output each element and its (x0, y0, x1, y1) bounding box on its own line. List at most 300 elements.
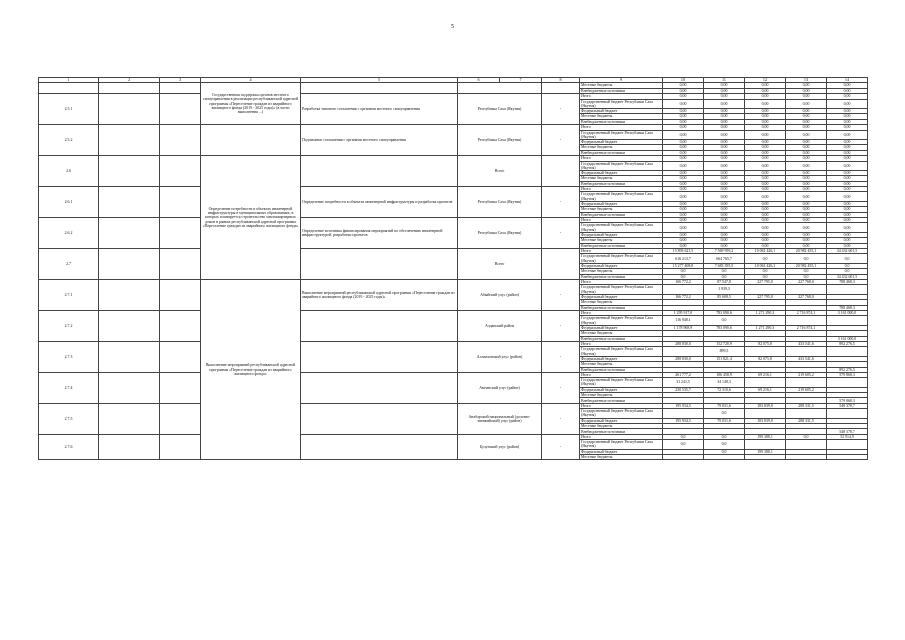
executor-cell: Аллаиховский улус (район) (458, 341, 542, 372)
activity-cell (301, 434, 458, 460)
status-cell: - (542, 403, 580, 434)
funding-source: Внебюджетные источники (580, 150, 663, 155)
funding-source: Федеральный бюджет (580, 294, 663, 299)
col2-cell (99, 156, 160, 187)
funding-source: Государственный бюджет Республики Саха (Якутия) (580, 378, 663, 387)
value-cell: 0,00 (786, 94, 827, 99)
value-cell: 195 934,5 (663, 418, 704, 423)
value-cell (745, 455, 786, 460)
value-cell (827, 409, 868, 418)
value-cell: 0,00 (704, 218, 745, 223)
activity-cell (301, 310, 458, 341)
value-cell: 548 378,7 (827, 429, 868, 434)
value-cell: 0,00 (786, 192, 827, 201)
table-body (39, 78, 868, 460)
value-cell (663, 285, 704, 294)
value-cell: 0,00 (745, 243, 786, 248)
value-cell: 0,00 (745, 119, 786, 124)
value-cell: 0,00 (663, 139, 704, 144)
value-cell: 0,00 (663, 176, 704, 181)
value-cell: 0,00 (704, 201, 745, 206)
funding-source: Местные бюджеты (580, 331, 663, 336)
value-cell: 0,0 (745, 269, 786, 274)
value-cell: 0,00 (704, 238, 745, 243)
funding-source: Государственный бюджет Республики Саха (Якутия) (580, 316, 663, 325)
value-cell: 0,00 (745, 176, 786, 181)
program-cell: Государственная поддержка органов местного самоуправления в реализации республиканской адресной программы «Переселение граждан из аварийного жилищного фонда (2019 - 2025 годы)» (в части выполнения ...) (201, 83, 301, 125)
funding-source: Местные бюджеты (580, 145, 663, 150)
value-cell: 0,00 (663, 232, 704, 237)
executor-cell: Алданский район (458, 310, 542, 341)
value-cell: 0,00 (786, 232, 827, 237)
value-cell (786, 285, 827, 294)
funding-source: Государственный бюджет Республики Саха (Якутия) (580, 161, 663, 170)
value-cell: 0,0 (704, 274, 745, 279)
value-cell: 0,00 (704, 232, 745, 237)
value-cell: 0,00 (827, 201, 868, 206)
col3-cell (160, 434, 201, 460)
value-cell: 0,0 (827, 254, 868, 263)
status-cell: - (542, 434, 580, 460)
funding-source: Внебюджетные источники (580, 336, 663, 341)
funding-source: Итого (580, 372, 663, 377)
value-cell: 0,0 (663, 434, 704, 439)
activity-cell (301, 341, 458, 372)
value-cell: 0,00 (827, 114, 868, 119)
funding-source: Итого (580, 187, 663, 192)
value-cell: 0,00 (745, 232, 786, 237)
funding-source: Местные бюджеты (580, 176, 663, 181)
value-cell (786, 455, 827, 460)
value-cell: 892 276,5 (827, 367, 868, 372)
value-cell: 0,0 (786, 274, 827, 279)
value-cell: 0,00 (786, 119, 827, 124)
executor-cell: Всего (458, 156, 542, 187)
value-cell: 0,0 (704, 440, 745, 449)
status-cell: - (542, 218, 580, 249)
value-cell (827, 347, 868, 356)
funding-source: Внебюджетные источники (580, 367, 663, 372)
funding-source: Внебюджетные источники (580, 243, 663, 248)
value-cell: 227 768,0 (786, 294, 827, 299)
value-cell: 0,00 (663, 218, 704, 223)
value-cell: 0,00 (745, 201, 786, 206)
col3-cell (160, 187, 201, 218)
funding-source: Внебюджетные источники (580, 119, 663, 124)
col2-cell (99, 403, 160, 434)
value-cell (745, 285, 786, 294)
value-cell: 0,00 (786, 139, 827, 144)
value-cell: 0,00 (786, 108, 827, 113)
header-cell: 14 (827, 78, 868, 83)
value-cell: 0,00 (704, 156, 745, 161)
executor-cell: Абыйский улус (район) (458, 279, 542, 310)
col3-cell (160, 403, 201, 434)
value-cell: 0,0 (704, 316, 745, 325)
row-number: 2.7.4 (39, 372, 99, 403)
value-cell: 0,00 (786, 187, 827, 192)
value-cell: 230 535,7 (663, 387, 704, 392)
value-cell: 82 075,8 (745, 341, 786, 346)
executor-cell (458, 83, 542, 94)
value-cell: 579 868,3 (827, 372, 868, 377)
value-cell (745, 440, 786, 449)
value-cell (745, 409, 786, 418)
value-cell: 0,00 (745, 145, 786, 150)
activity-cell: Определение источника финансирования мероприятий по обеспечению инженерной инфраструктурой, разработки проектов (301, 218, 458, 249)
value-cell: 433 541,6 (786, 341, 827, 346)
value-cell: 0,00 (663, 212, 704, 217)
value-cell: 892 276,5 (827, 341, 868, 346)
col2-cell (99, 279, 160, 310)
value-cell: 0,00 (827, 187, 868, 192)
value-cell: 0,00 (786, 181, 827, 186)
funding-source: Местные бюджеты (580, 424, 663, 429)
value-cell: 0,00 (827, 156, 868, 161)
value-cell: 0,00 (786, 201, 827, 206)
funding-source: Федеральный бюджет (580, 139, 663, 144)
value-cell (745, 316, 786, 325)
value-cell: 0,00 (786, 156, 827, 161)
value-cell: 0,0 (827, 263, 868, 268)
funding-source: Местные бюджеты (580, 83, 663, 88)
value-cell: 0,00 (745, 181, 786, 186)
activity-cell (301, 83, 458, 94)
program-cell: Определение потребности в объектах инженерной инфраструктуры в муниципальных образованиях, в которых планируется строительство многоквартирных домов в рамках республиканской адресной программы «Переселение граждан из аварийного жилищного фонда» (201, 156, 301, 280)
value-cell: 0,00 (827, 170, 868, 175)
value-cell (704, 455, 745, 460)
value-cell: 0,00 (663, 161, 704, 170)
value-cell (827, 378, 868, 387)
value-cell: 664 765,7 (704, 254, 745, 263)
value-cell: 0,00 (704, 88, 745, 93)
value-cell: 69 216,1 (745, 387, 786, 392)
value-cell (663, 347, 704, 356)
funding-source: Итого (580, 341, 663, 346)
status-cell (542, 249, 580, 280)
value-cell: 0,00 (704, 94, 745, 99)
value-cell: 0,00 (663, 108, 704, 113)
value-cell: 0,00 (827, 108, 868, 113)
value-cell: 0,00 (663, 88, 704, 93)
value-cell: 0,00 (704, 181, 745, 186)
col3-cell (160, 279, 201, 310)
status-cell: - (542, 125, 580, 156)
value-cell: 15 893 621,5 (663, 249, 704, 254)
value-cell: 0,00 (663, 150, 704, 155)
value-cell: 34 432 601,5 (827, 274, 868, 279)
value-cell: 166 772,2 (663, 294, 704, 299)
col2-cell (99, 341, 160, 372)
value-cell: 0,00 (704, 99, 745, 108)
value-cell: 0,00 (704, 125, 745, 130)
value-cell: 1 295 917,0 (663, 310, 704, 315)
value-cell: 0,00 (704, 114, 745, 119)
executor-cell: Амгинский улус (район) (458, 372, 542, 403)
value-cell: 0,00 (745, 156, 786, 161)
value-cell: 288 331,5 (786, 403, 827, 408)
value-cell: 0,0 (704, 269, 745, 274)
executor-cell: Республика Саха (Якутия) (458, 94, 542, 125)
activity-cell (301, 372, 458, 403)
row-number: 2.6 (39, 156, 99, 187)
funding-source: Местные бюджеты (580, 300, 663, 305)
value-cell: 0,00 (786, 223, 827, 232)
value-cell (827, 285, 868, 294)
value-cell: 0,00 (704, 150, 745, 155)
value-cell: 0,0 (786, 269, 827, 274)
value-cell: 0,00 (827, 243, 868, 248)
value-cell: 0,00 (704, 130, 745, 139)
col2-cell (99, 83, 160, 94)
value-cell (663, 409, 704, 418)
value-cell: 0,00 (745, 170, 786, 175)
col2-cell (99, 218, 160, 249)
funding-source: Итого (580, 310, 663, 315)
status-cell: - (542, 372, 580, 403)
value-cell: 7 569 959,2 (704, 249, 745, 254)
col2-cell (99, 125, 160, 156)
value-cell: 0,00 (786, 243, 827, 248)
status-cell (542, 83, 580, 94)
value-cell: 69 216,1 (745, 372, 786, 377)
value-cell: 0,00 (827, 125, 868, 130)
program-cell (201, 125, 301, 156)
funding-source: Государственный бюджет Республики Саха (Якутия) (580, 99, 663, 108)
activity-cell: Разработка типового соглашения с органами местного самоуправления (301, 94, 458, 125)
value-cell: 0,00 (745, 238, 786, 243)
value-cell: 0,00 (786, 114, 827, 119)
funding-source: Местные бюджеты (580, 362, 663, 367)
executor-cell: Булунский улус (район) (458, 434, 542, 460)
value-cell: 0,00 (704, 176, 745, 181)
value-cell: 227 795,0 (745, 279, 786, 284)
header-cell: 12 (745, 78, 786, 83)
col2-cell (99, 434, 160, 460)
value-cell: 0,00 (663, 83, 704, 88)
value-cell: 0,00 (786, 238, 827, 243)
value-cell: 0,00 (704, 187, 745, 192)
value-cell: 1 178 968,9 (663, 325, 704, 330)
value-cell: 82 075,8 (745, 356, 786, 361)
value-cell: 783 090,6 (704, 325, 745, 330)
value-cell: 788 468,3 (827, 279, 868, 284)
value-cell: 616 213,7 (663, 254, 704, 263)
funding-source: Местные бюджеты (580, 269, 663, 274)
value-cell: 0,00 (663, 238, 704, 243)
value-cell: 34 148,3 (704, 378, 745, 387)
value-cell: 0,00 (745, 187, 786, 192)
funding-source: Федеральный бюджет (580, 263, 663, 268)
value-cell: 261 777,2 (663, 372, 704, 377)
funding-source: Федеральный бюджет (580, 108, 663, 113)
value-cell: 0,00 (827, 139, 868, 144)
value-cell: 183 839,0 (745, 403, 786, 408)
header-cell: 1 (39, 78, 99, 83)
value-cell: 0,00 (827, 176, 868, 181)
funding-source: Внебюджетные источники (580, 305, 663, 310)
activity-cell: Выполнение мероприятий республиканской адресной программы «Переселение граждан из аварийного жилищного фонда (2019 - 2025 годы)» (301, 279, 458, 310)
value-cell: 0,00 (663, 125, 704, 130)
col3-cell (160, 372, 201, 403)
value-cell: 0,00 (745, 207, 786, 212)
value-cell: 1 271 290,3 (745, 310, 786, 315)
funding-source: Федеральный бюджет (580, 418, 663, 423)
value-cell: 899,5 (704, 347, 745, 356)
value-cell: 0,00 (745, 114, 786, 119)
value-cell: 0,00 (827, 212, 868, 217)
value-cell: 79 031,6 (704, 418, 745, 423)
col2-cell (99, 249, 160, 280)
funding-source: Государственный бюджет Республики Саха (Якутия) (580, 347, 663, 356)
value-cell: 0,0 (745, 254, 786, 263)
value-cell: 0,00 (745, 192, 786, 201)
value-cell: 0,00 (827, 145, 868, 150)
value-cell: 0,00 (827, 130, 868, 139)
value-cell: 0,00 (704, 108, 745, 113)
value-cell: 0,00 (663, 170, 704, 175)
value-cell: 7 683 395,5 (704, 263, 745, 268)
funding-source: Итого (580, 434, 663, 439)
header-cell: 4 (201, 78, 301, 83)
value-cell: 219 605,2 (786, 372, 827, 377)
funding-source: Итого (580, 218, 663, 223)
value-cell: 0,00 (745, 150, 786, 155)
col2-cell (99, 372, 160, 403)
value-cell (786, 409, 827, 418)
value-cell: 1 939,3 (704, 285, 745, 294)
activity-cell (301, 249, 458, 280)
value-cell: 0,00 (663, 99, 704, 108)
value-cell: 199 388,1 (745, 449, 786, 454)
value-cell: 0,0 (704, 434, 745, 439)
value-cell: 0,00 (704, 212, 745, 217)
value-cell (786, 316, 827, 325)
value-cell: 0,00 (745, 99, 786, 108)
funding-source: Итого (580, 279, 663, 284)
col3-cell (160, 218, 201, 249)
funding-source: Внебюджетные источники (580, 88, 663, 93)
value-cell: 195 934,5 (663, 403, 704, 408)
value-cell: 0,00 (663, 94, 704, 99)
value-cell: 106 458,9 (704, 372, 745, 377)
funding-source: Федеральный бюджет (580, 387, 663, 392)
value-cell: 0,00 (663, 156, 704, 161)
row-number: 2.7.2 (39, 310, 99, 341)
col3-cell (160, 83, 201, 94)
value-cell: 0,00 (786, 150, 827, 155)
funding-source: Федеральный бюджет (580, 356, 663, 361)
value-cell: 0,00 (663, 243, 704, 248)
col2-cell (99, 310, 160, 341)
value-cell: 783 090,6 (704, 310, 745, 315)
value-cell: 579 868,3 (827, 398, 868, 403)
value-cell: 0,00 (786, 125, 827, 130)
header-cell: 3 (160, 78, 201, 83)
value-cell: 0,00 (827, 88, 868, 93)
value-cell: 151 821,4 (704, 356, 745, 361)
value-cell: 85 608,5 (704, 294, 745, 299)
value-cell: 0,00 (745, 139, 786, 144)
value-cell: 0,0 (786, 254, 827, 263)
value-cell: 0,00 (827, 181, 868, 186)
executor-cell: Всего (458, 249, 542, 280)
funding-source: Государственный бюджет Республики Саха (Якутия) (580, 223, 663, 232)
value-cell: 0,00 (704, 207, 745, 212)
executor-cell: Республика Саха (Якутия) (458, 125, 542, 156)
value-cell: 0,00 (663, 130, 704, 139)
value-cell: 0,00 (827, 207, 868, 212)
funding-table (38, 77, 868, 460)
value-cell: 227 768,0 (786, 279, 827, 284)
value-cell: 0,00 (663, 187, 704, 192)
value-cell: 3 161 000,0 (827, 310, 868, 315)
funding-source: Государственный бюджет Республики Саха (Якутия) (580, 254, 663, 263)
funding-source: Итого (580, 156, 663, 161)
value-cell: 2 716 874,1 (786, 325, 827, 330)
value-cell: 0,00 (786, 145, 827, 150)
value-cell: 0,00 (827, 161, 868, 170)
funding-source: Итого (580, 125, 663, 130)
funding-source: Федеральный бюджет (580, 170, 663, 175)
row-number: 2.7.3 (39, 341, 99, 372)
value-cell: 0,00 (786, 170, 827, 175)
value-cell: 79 031,6 (704, 403, 745, 408)
funding-source: Государственный бюджет Республики Саха (Якутия) (580, 285, 663, 294)
funding-source: Итого (580, 249, 663, 254)
funding-source: Местные бюджеты (580, 238, 663, 243)
status-cell: - (542, 341, 580, 372)
row-number (39, 83, 99, 94)
header-cell: 9 (580, 78, 663, 83)
header-cell: 2 (99, 78, 160, 83)
value-cell: 0,00 (663, 192, 704, 201)
value-cell: 0,00 (745, 108, 786, 113)
col3-cell (160, 125, 201, 156)
col2-cell (99, 187, 160, 218)
value-cell: 0,00 (663, 145, 704, 150)
row-number: 2.6.1 (39, 187, 99, 218)
value-cell: 0,0 (663, 440, 704, 449)
value-cell: 0,00 (786, 130, 827, 139)
value-cell (786, 378, 827, 387)
status-cell (542, 156, 580, 187)
value-cell: 0,00 (786, 212, 827, 217)
value-cell: 52 914,9 (827, 434, 868, 439)
value-cell: 1 271 290,3 (745, 325, 786, 330)
value-cell: 166 772,2 (663, 279, 704, 284)
value-cell: 0,00 (704, 145, 745, 150)
value-cell: 0,00 (704, 170, 745, 175)
col3-cell (160, 94, 201, 125)
col2-cell (99, 94, 160, 125)
value-cell: 0,00 (745, 94, 786, 99)
value-cell: 0,00 (663, 181, 704, 186)
value-cell: 0,00 (827, 238, 868, 243)
value-cell: 0,00 (663, 119, 704, 124)
funding-source: Внебюджетные источники (580, 181, 663, 186)
funding-source: Итого (580, 403, 663, 408)
value-cell (827, 316, 868, 325)
value-cell: 0,00 (663, 114, 704, 119)
value-cell (745, 347, 786, 356)
value-cell: 199 388,1 (745, 434, 786, 439)
row-number: 2.7.5 (39, 403, 99, 434)
funding-source: Внебюджетные источники (580, 212, 663, 217)
activity-cell: Определение потребности в объектах инженерной инфраструктуры и разработка проектов (301, 187, 458, 218)
value-cell: 20 982 455,1 (786, 249, 827, 254)
value-cell: 0,00 (745, 83, 786, 88)
